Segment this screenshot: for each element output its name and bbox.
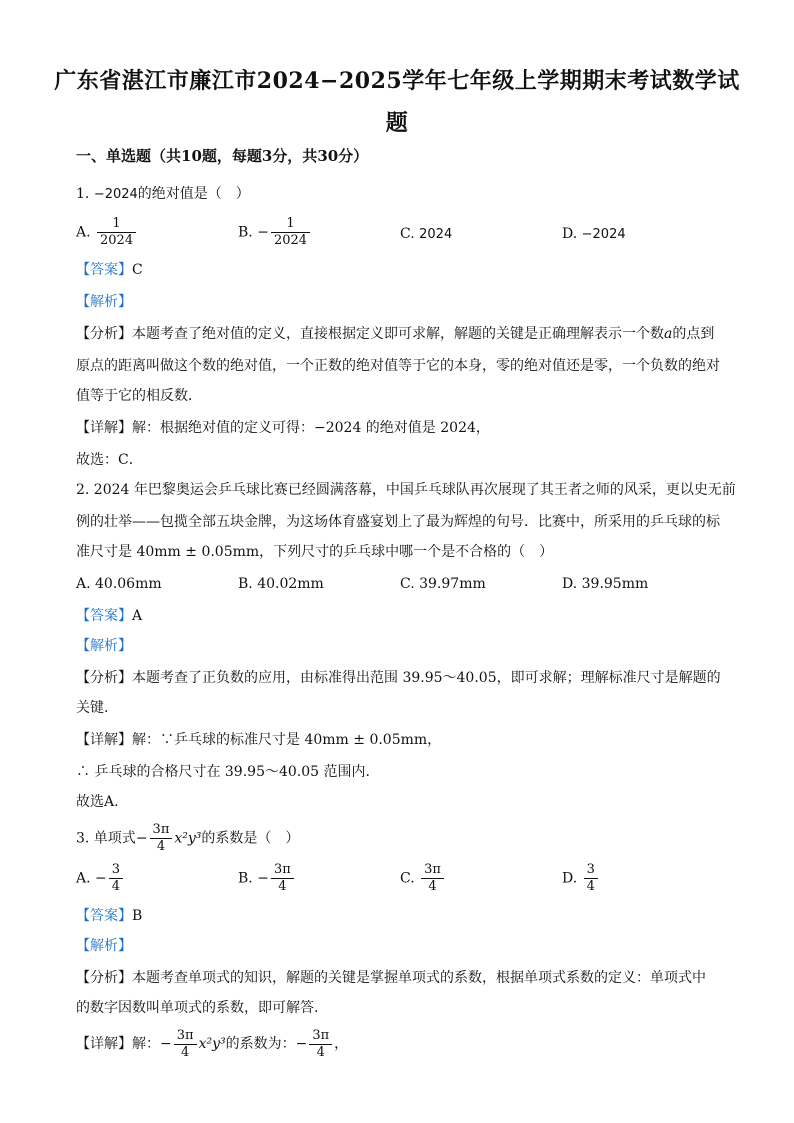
detail-text: 解：∵乒乓球的标准尺寸是 40mm ± 0.05mm，	[132, 732, 442, 748]
option-a: A. 40.06mm	[76, 576, 162, 592]
analysis-text: 本题考查单项式的知识，解题的关键是掌握单项式的系数，根据单项式系数的定义：单项式中	[132, 970, 706, 986]
analysis-text-line: 值等于它的相反数．	[76, 388, 202, 404]
option-a	[76, 862, 125, 895]
detail-conclusion: 故选：C．	[76, 452, 143, 468]
minus-sign: −	[295, 1036, 308, 1052]
detail-text: ，	[334, 1036, 349, 1052]
denominator: 4	[271, 878, 294, 895]
fraction	[584, 862, 598, 895]
detail-text: 解：	[132, 1036, 160, 1052]
numerator: 3π	[312, 1027, 330, 1043]
answer-value: C	[132, 262, 143, 278]
minus-sign: −	[135, 830, 148, 847]
analysis-text-line: 的数字因数叫单项式的系数，即可解答.	[76, 1000, 319, 1016]
option-value: 2024	[419, 227, 453, 242]
variable-a: a	[664, 326, 673, 342]
numerator: 3π	[273, 862, 291, 877]
option-label: C.	[400, 226, 415, 242]
denominator: 4	[309, 1044, 332, 1061]
minus-sign: −	[257, 870, 269, 887]
option-b	[238, 216, 312, 249]
denominator: 4	[584, 878, 598, 895]
document-title-line-2: 题	[385, 110, 409, 136]
option-c	[400, 224, 452, 245]
question-2-stem-line-2: 例的壮举——包揽全部五块金牌，为这场体育盛宴划上了最为辉煌的句号．比赛中，所采用的乒乓球的标	[76, 514, 720, 530]
fraction	[421, 862, 444, 895]
option-c	[400, 862, 446, 895]
analysis-text: 本题考查了正负数的应用，由标准得出范围 39.95～40.05，即可求解；理解标准尺寸是解题的	[132, 670, 721, 686]
numerator: 3	[586, 862, 595, 877]
numerator: 3	[111, 862, 121, 877]
detail-text-line: ∴ 乒乓球的合格尺寸在 39.95～40.05 范围内.	[76, 764, 370, 780]
analysis-text: 的点到	[672, 326, 715, 342]
option-label: B.	[238, 870, 253, 887]
numerator: 1	[112, 216, 121, 231]
option-d	[562, 862, 600, 895]
fraction	[309, 1028, 332, 1061]
denominator: 4	[109, 878, 123, 895]
detail-line	[76, 1026, 726, 1062]
fenxi-tag: 【分析】	[76, 970, 132, 986]
denominator: 4	[421, 878, 444, 895]
denominator: 2024	[271, 232, 310, 249]
question-text: 的绝对值是（ ）	[137, 186, 250, 202]
option-label: B.	[238, 224, 253, 241]
fenxi-tag: 【分析】	[76, 670, 132, 686]
document-title-line-1: 广东省湛江市廉江市2024−2025学年七年级上学期期末考试数学试	[54, 68, 740, 94]
option-label: A.	[76, 224, 91, 241]
analysis-text: 本题考查了绝对值的定义，直接根据定义即可求解，解题的关键是正确理解表示一个数	[132, 326, 664, 342]
detail-conclusion: 故选A.	[76, 794, 119, 810]
fraction	[174, 1028, 197, 1061]
option-d	[562, 224, 626, 245]
answer-line	[76, 906, 726, 926]
answer-value: A	[132, 608, 143, 624]
answer-tag: 【答案】	[76, 262, 132, 278]
option-label: C.	[400, 870, 415, 887]
denominator: 4	[150, 838, 173, 855]
option-b: B. 40.02mm	[238, 576, 324, 592]
fraction	[97, 216, 136, 249]
fraction	[271, 862, 294, 895]
analysis-tag: 【解析】	[76, 294, 132, 310]
question-1-stem	[76, 184, 726, 205]
detail-line	[76, 418, 726, 438]
option-a	[76, 216, 138, 249]
option-d: D. 39.95mm	[562, 576, 649, 592]
option-label: D.	[562, 226, 578, 242]
detail-tag: 【详解】	[76, 420, 132, 436]
numerator: 3π	[152, 822, 170, 837]
analysis-tag: 【解析】	[76, 938, 132, 954]
monomial-variables: x²y³	[198, 1036, 226, 1052]
detail-tag: 【详解】	[76, 732, 132, 748]
option-value: −2024	[581, 227, 626, 242]
minus-sign: −	[257, 224, 269, 241]
answer-tag: 【答案】	[76, 908, 132, 924]
question-2-stem-line-3: 准尺寸是 40mm ± 0.05mm，下列尺寸的乒乓球中哪一个是不合格的（ ）	[76, 544, 554, 560]
answer-line	[76, 606, 726, 626]
minus-sign: −	[95, 870, 107, 887]
detail-text: 解：根据绝对值的定义可得：−2024 的绝对值是 2024，	[132, 420, 490, 436]
denominator: 2024	[97, 232, 136, 249]
numerator: 3π	[424, 862, 441, 877]
option-c: C. 39.97mm	[400, 576, 486, 592]
detail-text: 的系数为：	[225, 1036, 296, 1052]
question-expression: −2024	[93, 187, 138, 202]
analysis-tag: 【解析】	[76, 638, 132, 654]
numerator: 1	[286, 216, 295, 231]
analysis-text-line: 关键.	[76, 700, 109, 716]
analysis-text-line: 原点的距离叫做这个数的绝对值，一个正数的绝对值等于它的本身，零的绝对值还是零，一个负数的绝对	[76, 358, 720, 374]
fenxi-tag: 【分析】	[76, 326, 132, 342]
analysis-paragraph	[76, 324, 726, 344]
detail-tag: 【详解】	[76, 1036, 132, 1052]
minus-sign: −	[160, 1036, 172, 1052]
numerator: 3π	[176, 1027, 194, 1043]
option-b	[238, 862, 296, 895]
answer-value: B	[132, 908, 143, 924]
answer-tag: 【答案】	[76, 608, 132, 624]
answer-line	[76, 260, 726, 280]
option-label: A.	[76, 870, 91, 887]
question-2-stem-line-1: 2. 2024 年巴黎奥运会乒乓球比赛已经圆满落幕，中国乒乓球队再次展现了其王者之师的风采，更以史无前	[76, 482, 736, 498]
denominator: 4	[174, 1044, 197, 1061]
section-heading: 一、单选题（共10题，每题3分，共30分）	[76, 147, 369, 165]
question-text: 3. 单项式	[76, 830, 136, 847]
option-label: D.	[562, 870, 578, 887]
analysis-paragraph	[76, 968, 726, 988]
detail-line	[76, 730, 726, 750]
question-3-stem	[76, 822, 726, 855]
question-text: 的系数是（ ）	[201, 830, 300, 847]
question-number: 1.	[76, 186, 90, 202]
fraction	[271, 216, 310, 249]
monomial-variables: x²y³	[174, 830, 202, 847]
fraction	[109, 862, 123, 895]
analysis-paragraph	[76, 668, 726, 688]
fraction	[150, 822, 173, 855]
